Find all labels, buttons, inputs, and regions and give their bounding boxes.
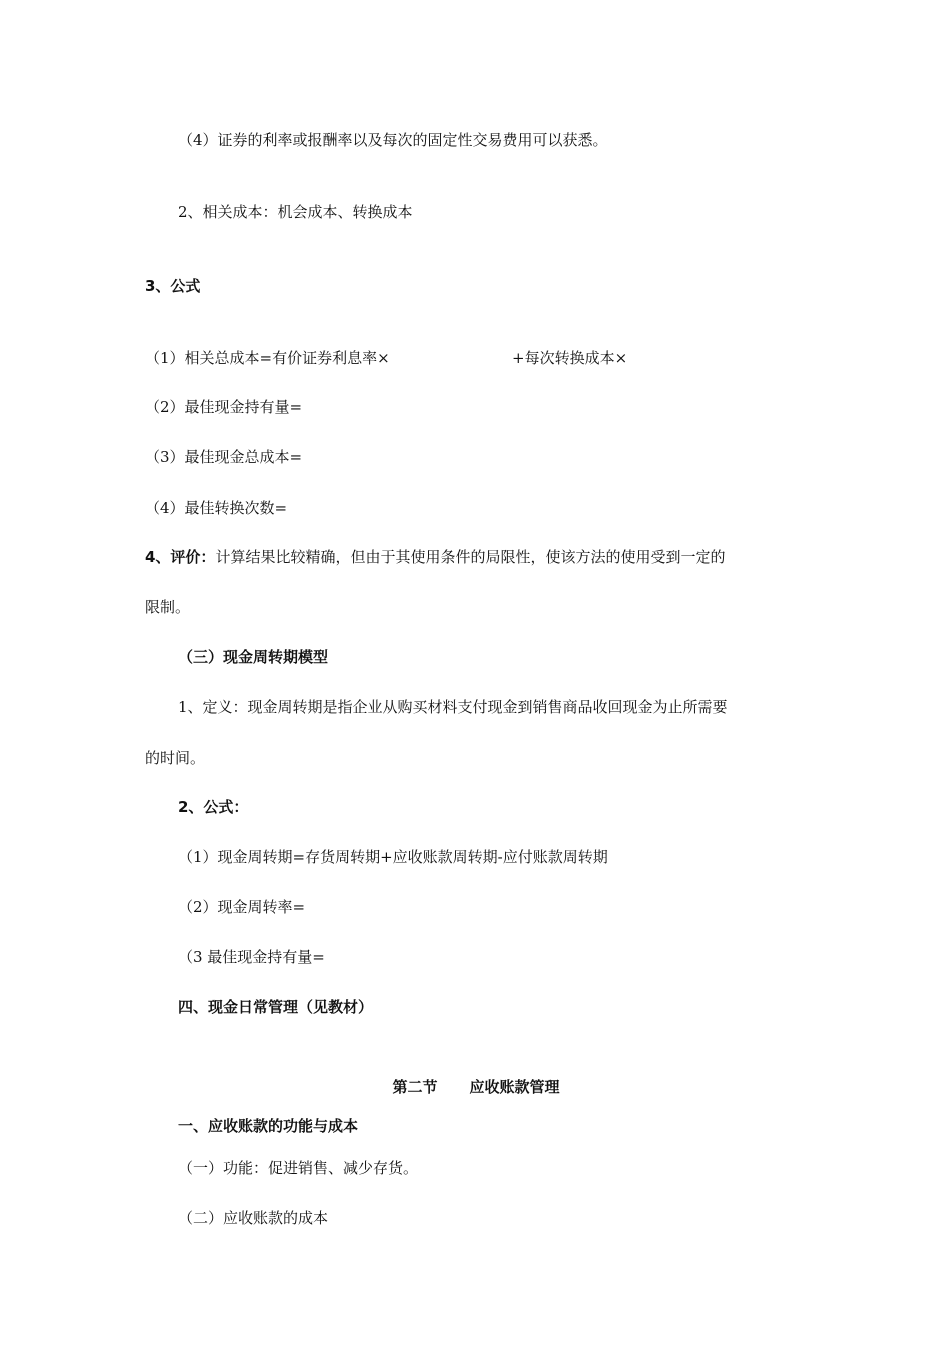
evaluation-line xyxy=(145,547,725,567)
formula-line: （4）最佳转换次数= xyxy=(145,499,288,517)
text-line: 1、定义：现金周转期是指企业从购买材料支付现金到销售商品收回现金为止所需要 xyxy=(178,698,728,716)
section-heading: （三）现金周转期模型 xyxy=(178,648,329,666)
section-heading: 一、应收账款的功能与成本 xyxy=(178,1117,359,1135)
formula-line-part: +每次转换成本× xyxy=(512,349,628,367)
formula-line: （2）现金周转率= xyxy=(178,898,306,916)
formula-line: （1）相关总成本=有价证券利息率× xyxy=(145,349,390,367)
text-line: 的时间。 xyxy=(145,749,206,767)
chapter-name: 应收账款管理 xyxy=(469,1078,560,1096)
text-line: 限制。 xyxy=(145,598,191,616)
chapter-number: 第二节 xyxy=(392,1078,438,1096)
heading: 3、公式 xyxy=(145,277,201,295)
text-line: （二）应收账款的成本 xyxy=(178,1209,329,1227)
formula-line: （3 最佳现金持有量= xyxy=(178,948,325,966)
formula-line: （1）现金周转期=存货周转期+应收账款周转期-应付账款周转期 xyxy=(178,848,608,866)
heading: 2、公式： xyxy=(178,798,249,816)
text-line: 2、相关成本：机会成本、转换成本 xyxy=(178,203,413,221)
text-line: （一）功能：促进销售、减少存货。 xyxy=(178,1159,419,1177)
evaluation-text: 计算结果比较精确，但由于其使用条件的局限性，使该方法的使用受到一定的 xyxy=(215,548,726,566)
section-heading: 四、现金日常管理（见教材） xyxy=(178,998,374,1016)
formula-line: （2）最佳现金持有量= xyxy=(145,398,303,416)
evaluation-label: 4、评价： xyxy=(145,548,216,566)
formula-line: （3）最佳现金总成本= xyxy=(145,448,303,466)
chapter-title xyxy=(0,1077,952,1097)
text-line: （4）证券的利率或报酬率以及每次的固定性交易费用可以获悉。 xyxy=(178,131,608,149)
